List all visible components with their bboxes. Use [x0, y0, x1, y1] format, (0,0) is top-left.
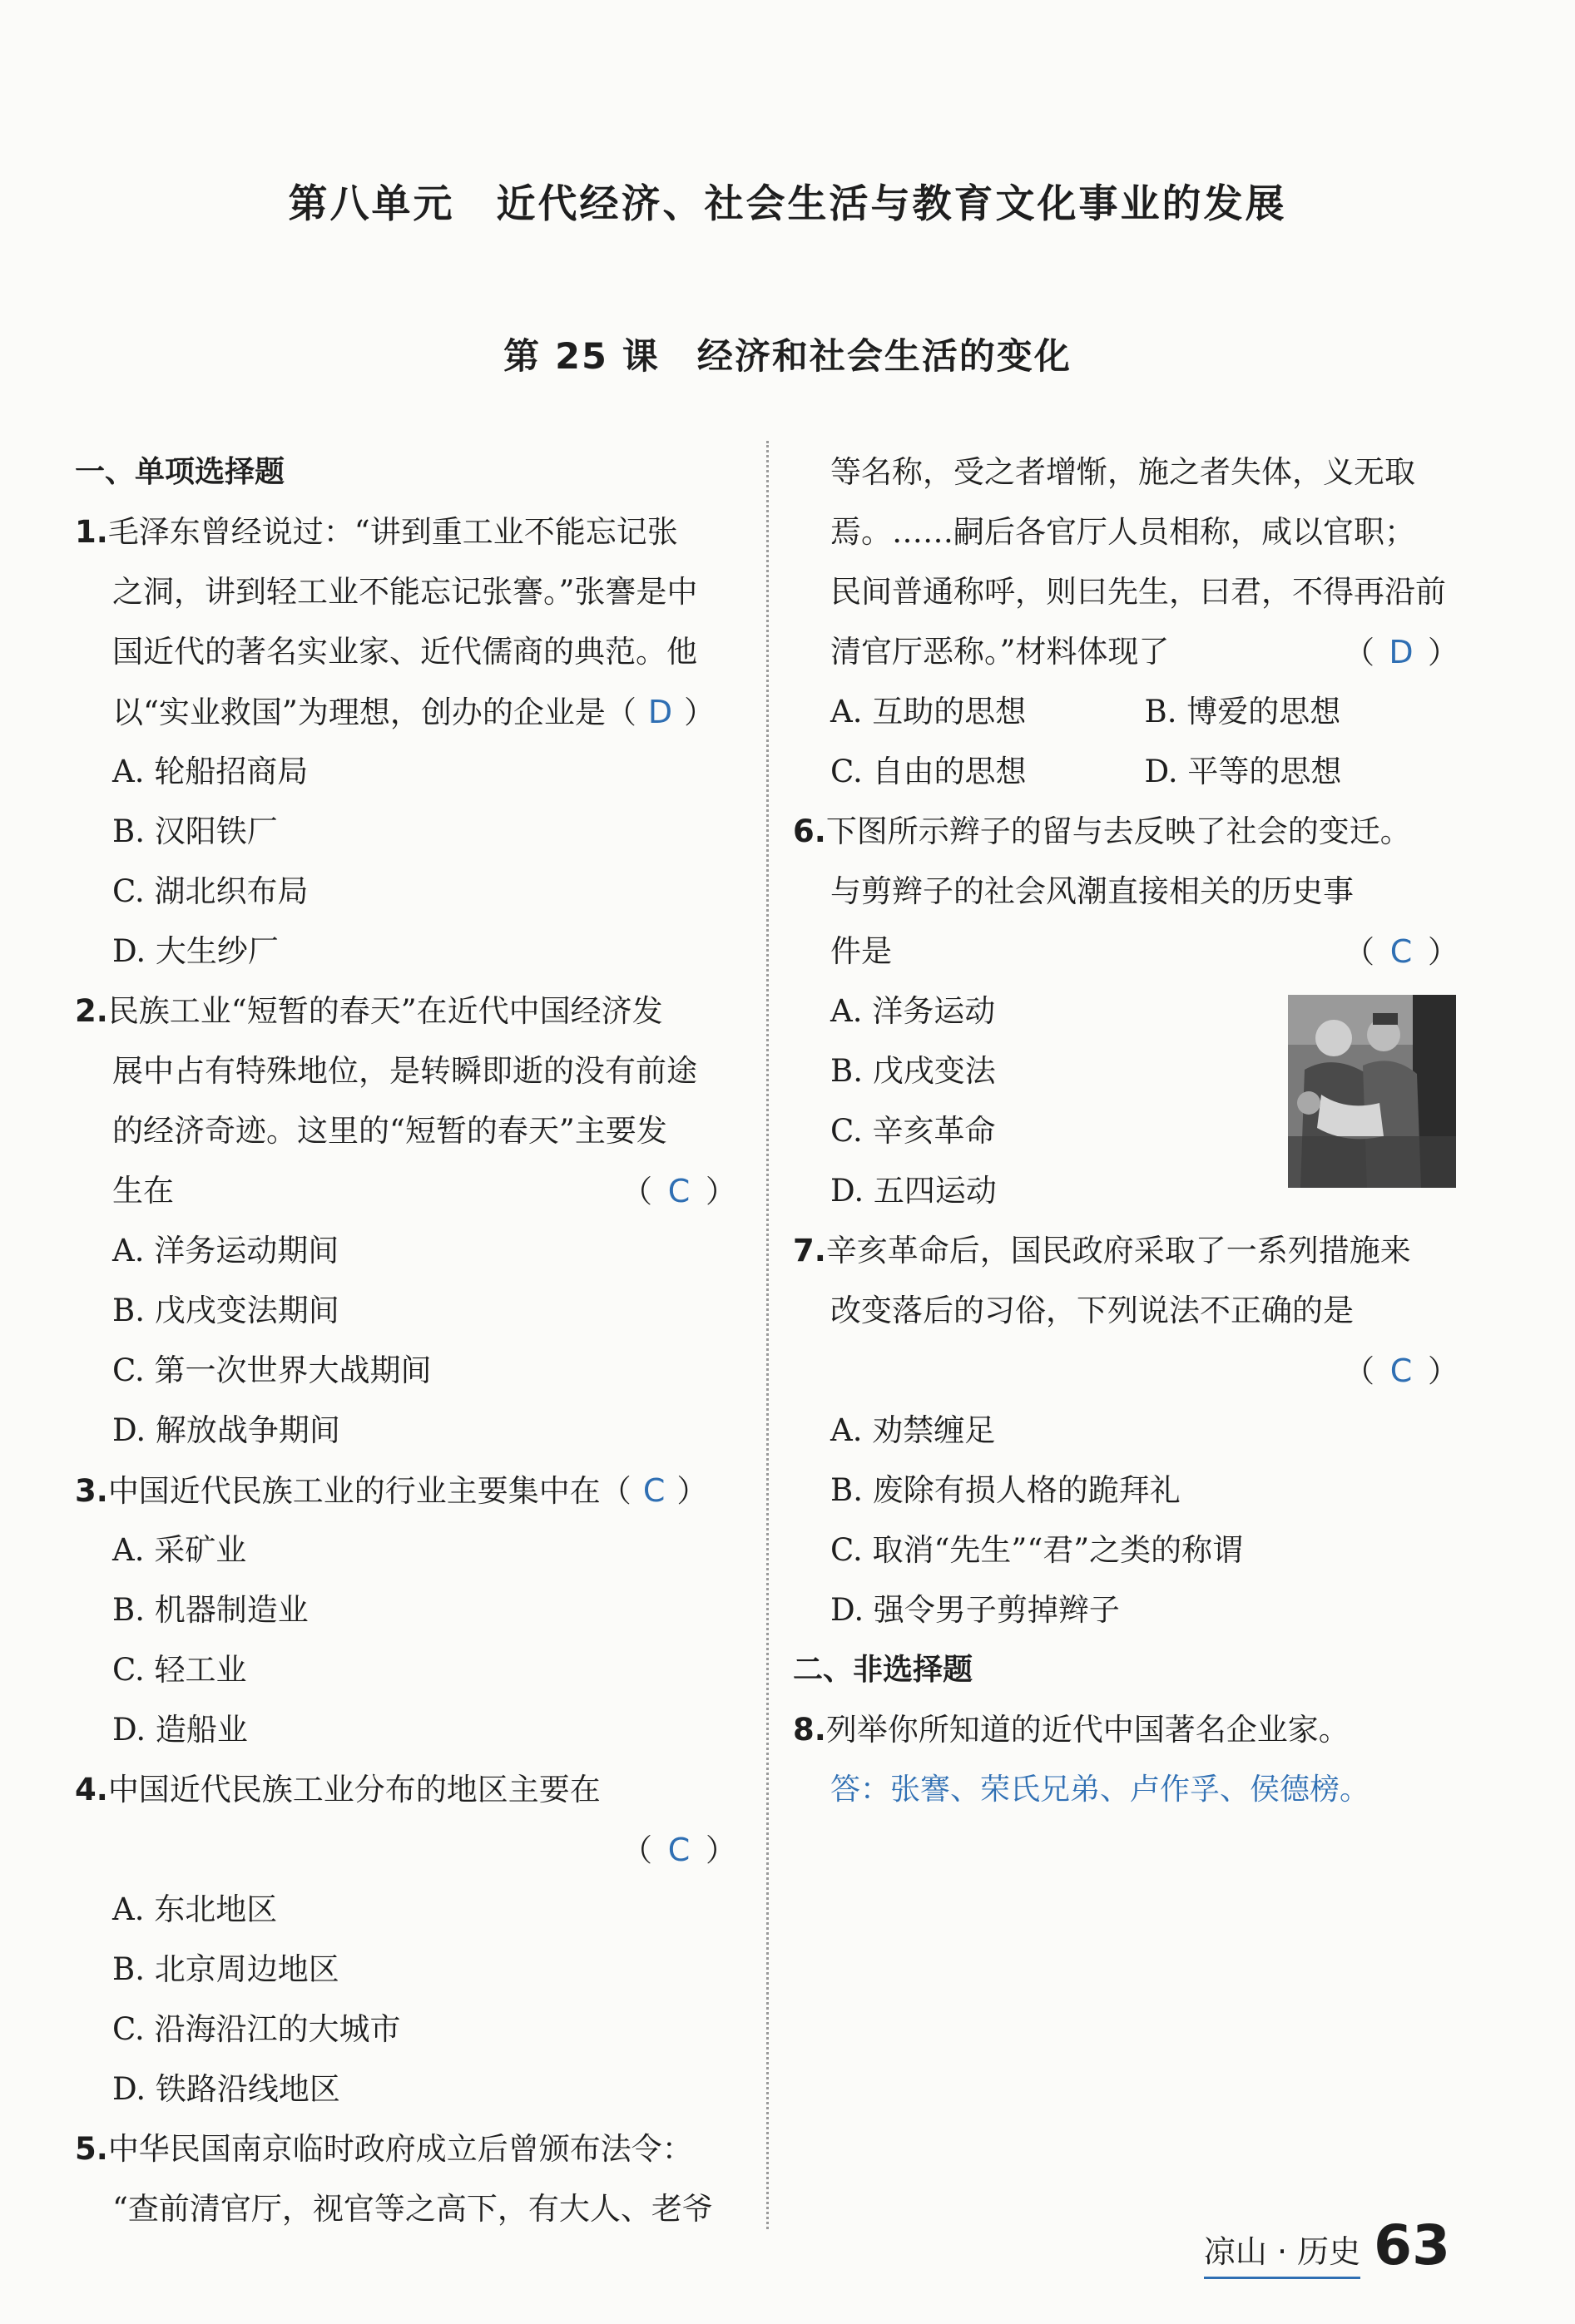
question-line: 民间普通称呼，则曰先生，曰君，不得再沿前 — [830, 574, 1446, 610]
answer-paren — [1344, 622, 1459, 683]
question-number: 5. — [75, 2131, 108, 2167]
question-number: 3. — [75, 1473, 108, 1509]
option: C. 辛亥革命 — [830, 1113, 996, 1149]
option: D. 大生纱厂 — [112, 933, 279, 969]
question-line: 等名称，受之者增惭，施之者失体，义无取 — [830, 454, 1415, 490]
question-number: 6. — [793, 813, 826, 849]
option: D. 解放战争期间 — [112, 1412, 340, 1448]
question-line — [75, 502, 736, 562]
question-number: 4. — [75, 1772, 108, 1807]
paren-open: （ — [1344, 635, 1374, 670]
question-number: 7. — [793, 1233, 826, 1268]
answer-mark: C — [1389, 1352, 1413, 1389]
paren-close: ） — [706, 1174, 736, 1209]
option: D. 铁路沿线地区 — [112, 2071, 340, 2107]
answer-mark: C — [642, 1472, 666, 1509]
question-line: “查前清官厅，视官等之高下，有大人、老爷 — [112, 2191, 713, 2227]
question-line — [793, 802, 1459, 862]
answer-paren — [622, 1820, 736, 1881]
left-column — [75, 443, 736, 2239]
option: C. 第一次世界大战期间 — [112, 1352, 432, 1388]
question-text: 毛泽东曾经说过：“讲到重工业不能忘记张 — [107, 514, 678, 550]
paren-open: （ — [1344, 934, 1374, 970]
answer-line — [75, 1820, 736, 1880]
option-row — [793, 742, 1459, 802]
question-text: 中国近代民族工业分布的地区主要在 — [107, 1772, 601, 1807]
queue-photo — [1288, 995, 1456, 1188]
question-line — [75, 1760, 736, 1820]
question-line — [793, 1221, 1459, 1281]
question-text: 生在 — [112, 1173, 174, 1209]
question-text: 以“实业救国”为理想，创办的企业是（ — [112, 695, 636, 730]
section-heading: 一、单项选择题 — [75, 455, 285, 489]
paren-close: ） — [1428, 934, 1459, 970]
question-line: 的经济奇迹。这里的“短暂的春天”主要发 — [112, 1113, 667, 1149]
option: A. 洋务运动 — [830, 993, 996, 1029]
option: D. 强令男子剪掉辫子 — [830, 1592, 1120, 1628]
option: C. 湖北织布局 — [112, 873, 309, 909]
option: B. 戊戌变法期间 — [112, 1293, 339, 1328]
question-line — [75, 982, 736, 1041]
question-line: 展中占有特殊地位，是转瞬即逝的没有前途 — [112, 1053, 697, 1089]
option: B. 机器制造业 — [112, 1592, 309, 1628]
paren-open: （ — [622, 1832, 652, 1868]
option: B. 废除有损人格的跪拜礼 — [830, 1472, 1181, 1508]
option: B. 汉阳铁厂 — [112, 813, 278, 849]
question-line — [793, 622, 1459, 682]
question-number: 2. — [75, 993, 108, 1029]
option: B. 戊戌变法 — [830, 1053, 996, 1089]
question-line — [75, 1161, 736, 1221]
answer-mark: C — [667, 1832, 691, 1868]
question-line — [793, 922, 1459, 982]
option: D. 五四运动 — [830, 1173, 997, 1209]
column-divider — [766, 441, 769, 2229]
question-text: 下图所示辫子的留与去反映了社会的变迁。 — [825, 813, 1411, 849]
question-line: 与剪辫子的社会风潮直接相关的历史事 — [830, 873, 1354, 909]
answer-mark: D — [647, 694, 673, 730]
question-text: 中国近代民族工业的行业主要集中在（ — [107, 1473, 631, 1509]
answer-paren — [1344, 922, 1459, 982]
paren-open: （ — [1344, 1353, 1374, 1389]
paren-close: ） — [676, 1473, 708, 1509]
answer-mark: C — [1389, 933, 1413, 970]
answer-paren — [1344, 1341, 1459, 1402]
option: A. 劝禁缠足 — [830, 1412, 996, 1448]
question-text: 列举你所知道的近代中国著名企业家。 — [825, 1712, 1350, 1748]
page-footer — [1204, 2204, 1450, 2279]
answer-text: 答：张謇、荣氏兄弟、卢作孚、侯德榜。 — [830, 1773, 1370, 1807]
lesson-title: 第 25 课 经济和社会生活的变化 — [503, 336, 1072, 378]
paren-close: ） — [1428, 1353, 1459, 1389]
option: C. 沿海沿江的大城市 — [112, 2011, 401, 2047]
answer-mark: C — [667, 1173, 691, 1209]
footer-book-name: 凉山 · 历史 — [1204, 2230, 1360, 2279]
historical-photo-image — [1288, 995, 1456, 1188]
section-heading: 二、非选择题 — [793, 1653, 973, 1687]
option: A. 洋务运动期间 — [112, 1233, 339, 1268]
question-number: 8. — [793, 1712, 826, 1748]
option: B. 博爱的思想 — [1144, 694, 1341, 729]
question-text: 辛亥革命后，国民政府采取了一系列措施来 — [825, 1233, 1411, 1268]
question-text: 件是 — [830, 933, 892, 969]
option: A. 采矿业 — [112, 1532, 247, 1568]
question-line: 国近代的著名实业家、近代儒商的典范。他 — [112, 634, 697, 670]
question-text: 清官厅恶称。”材料体现了 — [830, 634, 1170, 670]
question-text: 民族工业“短暂的春天”在近代中国经济发 — [107, 993, 663, 1029]
question-line — [75, 682, 736, 742]
answer-paren — [622, 1161, 736, 1222]
question-line: 之洞，讲到轻工业不能忘记张謇。”张謇是中 — [112, 574, 698, 610]
question-line — [793, 1700, 1459, 1760]
option: A. 东北地区 — [112, 1891, 278, 1927]
question-line — [75, 2119, 736, 2179]
answer-line — [793, 1341, 1459, 1401]
paren-open: （ — [622, 1174, 652, 1209]
option: A. 轮船招商局 — [112, 754, 309, 789]
answer-mark: D — [1389, 634, 1414, 670]
unit-title: 第八单元 近代经济、社会生活与教育文化事业的发展 — [288, 181, 1287, 227]
page-number: 63 — [1374, 2213, 1450, 2277]
option: C. 轻工业 — [112, 1652, 247, 1688]
question-number: 1. — [75, 514, 108, 550]
option: B. 北京周边地区 — [112, 1951, 339, 1987]
question-line: 改变落后的习俗，下列说法不正确的是 — [830, 1293, 1354, 1328]
option: C. 取消“先生”“君”之类的称谓 — [830, 1532, 1244, 1568]
option: D. 造船业 — [112, 1712, 248, 1748]
paren-close: ） — [706, 1832, 736, 1868]
option: C. 自由的思想 — [830, 754, 1027, 789]
option: A. 互助的思想 — [830, 694, 1027, 729]
question-text: 中华民国南京临时政府成立后曾颁布法令： — [107, 2131, 693, 2167]
paren-close: ） — [684, 695, 716, 730]
option: D. 平等的思想 — [1144, 754, 1342, 789]
question-line — [75, 1461, 736, 1520]
option-row — [793, 682, 1459, 742]
question-line: 焉。……嗣后各官厅人员相称，咸以官职； — [830, 514, 1415, 550]
paren-close: ） — [1428, 635, 1459, 670]
